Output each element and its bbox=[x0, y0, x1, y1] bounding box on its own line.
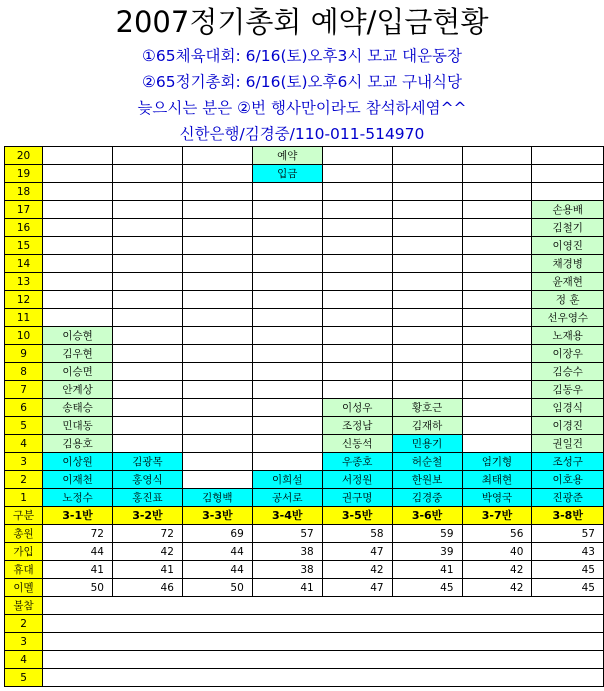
member-cell[interactable] bbox=[392, 165, 462, 183]
member-cell[interactable] bbox=[182, 183, 252, 201]
member-cell[interactable] bbox=[112, 327, 182, 345]
grid-row bbox=[5, 219, 604, 237]
member-cell[interactable] bbox=[462, 309, 532, 327]
member-cell[interactable] bbox=[252, 417, 322, 435]
member-cell[interactable]: 박영국 bbox=[462, 489, 532, 507]
member-cell[interactable] bbox=[462, 399, 532, 417]
member-cell[interactable] bbox=[182, 147, 252, 165]
stats-value: 42 bbox=[462, 579, 532, 597]
stats-value: 40 bbox=[462, 543, 532, 561]
grid-row bbox=[5, 435, 604, 453]
grid-row bbox=[5, 237, 604, 255]
member-cell[interactable] bbox=[322, 165, 392, 183]
member-cell[interactable]: 신동석 bbox=[322, 435, 392, 453]
member-cell[interactable] bbox=[392, 147, 462, 165]
member-cell[interactable] bbox=[252, 381, 322, 399]
member-cell[interactable]: 노재용 bbox=[532, 327, 604, 345]
member-cell[interactable]: 김철기 bbox=[532, 219, 604, 237]
stats-value: 45 bbox=[392, 579, 462, 597]
row-number: 15 bbox=[5, 237, 43, 255]
member-cell[interactable] bbox=[112, 363, 182, 381]
member-cell[interactable]: 민용기 bbox=[392, 435, 462, 453]
member-cell[interactable] bbox=[322, 363, 392, 381]
member-cell[interactable]: 민대동 bbox=[43, 417, 113, 435]
absent-row bbox=[5, 669, 604, 687]
row-number: 6 bbox=[5, 399, 43, 417]
member-cell[interactable]: 조성구 bbox=[532, 453, 604, 471]
stats-value: 39 bbox=[392, 543, 462, 561]
member-cell[interactable]: 김경중 bbox=[392, 489, 462, 507]
member-cell[interactable] bbox=[252, 435, 322, 453]
member-cell[interactable] bbox=[392, 255, 462, 273]
page-title: 2007정기총회 예약/입금현황 bbox=[115, 5, 489, 39]
stats-value: 42 bbox=[112, 543, 182, 561]
member-cell[interactable] bbox=[322, 201, 392, 219]
absent-row bbox=[5, 597, 604, 615]
member-cell[interactable] bbox=[462, 273, 532, 291]
row-number: 16 bbox=[5, 219, 43, 237]
class-header: 3-7반 bbox=[462, 507, 532, 525]
member-cell[interactable]: 우종호 bbox=[322, 453, 392, 471]
grid-row bbox=[5, 327, 604, 345]
grid-row bbox=[5, 255, 604, 273]
member-cell[interactable] bbox=[43, 255, 113, 273]
member-cell[interactable] bbox=[532, 165, 604, 183]
member-cell[interactable] bbox=[462, 147, 532, 165]
row-number: 14 bbox=[5, 255, 43, 273]
member-cell[interactable]: 권일건 bbox=[532, 435, 604, 453]
stats-value: 69 bbox=[182, 525, 252, 543]
member-cell[interactable] bbox=[112, 255, 182, 273]
member-cell[interactable] bbox=[392, 219, 462, 237]
group-header-row bbox=[5, 507, 604, 525]
grid-row bbox=[5, 381, 604, 399]
member-cell[interactable] bbox=[112, 219, 182, 237]
member-cell[interactable] bbox=[112, 381, 182, 399]
member-cell[interactable]: 이영진 bbox=[532, 237, 604, 255]
stats-value: 59 bbox=[392, 525, 462, 543]
stats-value: 50 bbox=[182, 579, 252, 597]
stats-value: 38 bbox=[252, 543, 322, 561]
class-header: 3-6반 bbox=[392, 507, 462, 525]
member-cell[interactable] bbox=[252, 291, 322, 309]
stats-value: 42 bbox=[462, 561, 532, 579]
absent-row bbox=[5, 615, 604, 633]
member-cell[interactable]: 홍진표 bbox=[112, 489, 182, 507]
member-cell[interactable]: 이성우 bbox=[322, 399, 392, 417]
member-cell[interactable] bbox=[43, 291, 113, 309]
stats-row bbox=[5, 579, 604, 597]
absent-label: 2 bbox=[5, 615, 43, 633]
member-cell[interactable]: 정 훈 bbox=[532, 291, 604, 309]
member-cell[interactable] bbox=[182, 291, 252, 309]
member-cell[interactable]: 입금 bbox=[252, 165, 322, 183]
member-cell[interactable] bbox=[462, 201, 532, 219]
member-cell[interactable]: 예약 bbox=[252, 147, 322, 165]
grid-row bbox=[5, 489, 604, 507]
member-cell[interactable] bbox=[462, 435, 532, 453]
absent-entry[interactable] bbox=[43, 615, 604, 633]
stats-value: 47 bbox=[322, 579, 392, 597]
member-cell[interactable] bbox=[43, 147, 113, 165]
member-cell[interactable] bbox=[392, 237, 462, 255]
member-cell[interactable]: 이호용 bbox=[532, 471, 604, 489]
member-cell[interactable] bbox=[252, 255, 322, 273]
row-number: 17 bbox=[5, 201, 43, 219]
member-cell[interactable]: 송태승 bbox=[43, 399, 113, 417]
stats-label: 휴대 bbox=[5, 561, 43, 579]
stats-label: 이멜 bbox=[5, 579, 43, 597]
grid-row bbox=[5, 453, 604, 471]
member-cell[interactable] bbox=[182, 201, 252, 219]
row-number: 7 bbox=[5, 381, 43, 399]
member-cell[interactable] bbox=[462, 165, 532, 183]
member-cell[interactable] bbox=[112, 237, 182, 255]
stats-row bbox=[5, 561, 604, 579]
member-cell[interactable]: 이승현 bbox=[43, 327, 113, 345]
member-cell[interactable] bbox=[462, 345, 532, 363]
grid-row bbox=[5, 309, 604, 327]
stats-value: 44 bbox=[182, 543, 252, 561]
member-cell[interactable] bbox=[392, 183, 462, 201]
member-cell[interactable] bbox=[322, 255, 392, 273]
member-cell[interactable]: 안계상 bbox=[43, 381, 113, 399]
member-cell[interactable] bbox=[462, 291, 532, 309]
member-cell[interactable] bbox=[182, 417, 252, 435]
member-cell[interactable]: 채경병 bbox=[532, 255, 604, 273]
member-cell[interactable] bbox=[392, 381, 462, 399]
stats-row bbox=[5, 525, 604, 543]
member-cell[interactable] bbox=[392, 309, 462, 327]
member-cell[interactable] bbox=[182, 471, 252, 489]
row-number: 19 bbox=[5, 165, 43, 183]
row-number: 13 bbox=[5, 273, 43, 291]
member-cell[interactable] bbox=[182, 399, 252, 417]
member-cell[interactable]: 이희설 bbox=[252, 471, 322, 489]
member-cell[interactable] bbox=[182, 453, 252, 471]
member-cell[interactable]: 김동우 bbox=[532, 381, 604, 399]
row-number: 20 bbox=[5, 147, 43, 165]
member-cell[interactable] bbox=[43, 219, 113, 237]
member-cell[interactable] bbox=[182, 345, 252, 363]
absent-label: 불참 bbox=[5, 597, 43, 615]
class-header: 3-1반 bbox=[43, 507, 113, 525]
stats-value: 45 bbox=[532, 561, 604, 579]
member-cell[interactable]: 이장우 bbox=[532, 345, 604, 363]
member-cell[interactable] bbox=[322, 327, 392, 345]
member-cell[interactable]: 엄기형 bbox=[462, 453, 532, 471]
member-cell[interactable]: 손용배 bbox=[532, 201, 604, 219]
row-number: 2 bbox=[5, 471, 43, 489]
member-cell[interactable] bbox=[252, 273, 322, 291]
member-cell[interactable] bbox=[462, 237, 532, 255]
member-cell[interactable] bbox=[252, 183, 322, 201]
absent-label: 4 bbox=[5, 651, 43, 669]
row-number: 10 bbox=[5, 327, 43, 345]
member-cell[interactable] bbox=[182, 381, 252, 399]
grid-row bbox=[5, 183, 604, 201]
stats-value: 50 bbox=[43, 579, 113, 597]
member-cell[interactable] bbox=[43, 165, 113, 183]
member-cell[interactable] bbox=[112, 345, 182, 363]
member-cell[interactable] bbox=[112, 291, 182, 309]
stats-value: 47 bbox=[322, 543, 392, 561]
row-number: 11 bbox=[5, 309, 43, 327]
row-number: 1 bbox=[5, 489, 43, 507]
member-cell[interactable] bbox=[322, 183, 392, 201]
stats-value: 41 bbox=[392, 561, 462, 579]
stats-value: 44 bbox=[182, 561, 252, 579]
member-cell[interactable] bbox=[462, 327, 532, 345]
member-cell[interactable]: 허순철 bbox=[392, 453, 462, 471]
member-cell[interactable] bbox=[392, 201, 462, 219]
stats-value: 56 bbox=[462, 525, 532, 543]
member-cell[interactable]: 김우현 bbox=[43, 345, 113, 363]
class-header: 3-4반 bbox=[252, 507, 322, 525]
status-table bbox=[4, 146, 604, 687]
stats-value: 46 bbox=[112, 579, 182, 597]
stats-row bbox=[5, 543, 604, 561]
member-cell[interactable] bbox=[43, 273, 113, 291]
member-cell[interactable] bbox=[252, 237, 322, 255]
member-cell[interactable] bbox=[112, 273, 182, 291]
member-cell[interactable] bbox=[112, 399, 182, 417]
stats-value: 43 bbox=[532, 543, 604, 561]
absent-entry[interactable] bbox=[43, 669, 604, 687]
member-cell[interactable] bbox=[392, 291, 462, 309]
member-cell[interactable] bbox=[252, 363, 322, 381]
member-cell[interactable] bbox=[532, 147, 604, 165]
stats-value: 41 bbox=[112, 561, 182, 579]
grid-row bbox=[5, 273, 604, 291]
absent-label: 3 bbox=[5, 633, 43, 651]
member-cell[interactable] bbox=[43, 309, 113, 327]
member-cell[interactable]: 공서로 bbox=[252, 489, 322, 507]
member-cell[interactable]: 서정원 bbox=[322, 471, 392, 489]
member-cell[interactable] bbox=[462, 183, 532, 201]
member-cell[interactable] bbox=[252, 399, 322, 417]
class-header: 3-3반 bbox=[182, 507, 252, 525]
member-cell[interactable] bbox=[252, 345, 322, 363]
member-cell[interactable]: 최태현 bbox=[462, 471, 532, 489]
member-cell[interactable]: 이경진 bbox=[532, 417, 604, 435]
class-header: 3-8반 bbox=[532, 507, 604, 525]
member-cell[interactable] bbox=[182, 165, 252, 183]
class-header: 3-5반 bbox=[322, 507, 392, 525]
stats-value: 44 bbox=[43, 543, 113, 561]
member-cell[interactable] bbox=[462, 381, 532, 399]
stats-value: 41 bbox=[252, 579, 322, 597]
member-cell[interactable] bbox=[182, 273, 252, 291]
member-cell[interactable] bbox=[392, 273, 462, 291]
member-cell[interactable]: 노정수 bbox=[43, 489, 113, 507]
member-cell[interactable]: 한원보 bbox=[392, 471, 462, 489]
member-cell[interactable] bbox=[112, 435, 182, 453]
member-cell[interactable] bbox=[182, 237, 252, 255]
member-cell[interactable] bbox=[182, 219, 252, 237]
absent-entry[interactable] bbox=[43, 651, 604, 669]
member-cell[interactable] bbox=[112, 147, 182, 165]
member-cell[interactable] bbox=[252, 201, 322, 219]
grid-row bbox=[5, 147, 604, 165]
stats-value: 72 bbox=[43, 525, 113, 543]
bank-account-line: 신한은행/김경중/110-011-514970 bbox=[179, 125, 425, 143]
member-cell[interactable] bbox=[112, 417, 182, 435]
member-cell[interactable]: 조정남 bbox=[322, 417, 392, 435]
grid-row bbox=[5, 399, 604, 417]
member-cell[interactable]: 권구명 bbox=[322, 489, 392, 507]
member-cell[interactable] bbox=[182, 363, 252, 381]
member-cell[interactable] bbox=[322, 309, 392, 327]
grid-row bbox=[5, 165, 604, 183]
member-cell[interactable]: 김용호 bbox=[43, 435, 113, 453]
member-cell[interactable]: 진광준 bbox=[532, 489, 604, 507]
stats-value: 42 bbox=[322, 561, 392, 579]
grid-row bbox=[5, 417, 604, 435]
row-number: 3 bbox=[5, 453, 43, 471]
member-cell[interactable] bbox=[392, 345, 462, 363]
grid-row bbox=[5, 201, 604, 219]
grid-row bbox=[5, 471, 604, 489]
member-cell[interactable]: 김광목 bbox=[112, 453, 182, 471]
absent-label: 5 bbox=[5, 669, 43, 687]
grid-row bbox=[5, 291, 604, 309]
stats-label: 가입 bbox=[5, 543, 43, 561]
member-cell[interactable]: 윤재현 bbox=[532, 273, 604, 291]
member-cell[interactable] bbox=[252, 327, 322, 345]
member-cell[interactable] bbox=[182, 435, 252, 453]
group-label: 구분 bbox=[5, 507, 43, 525]
stats-value: 38 bbox=[252, 561, 322, 579]
member-cell[interactable] bbox=[182, 327, 252, 345]
member-cell[interactable] bbox=[392, 327, 462, 345]
member-cell[interactable] bbox=[112, 183, 182, 201]
stats-value: 58 bbox=[322, 525, 392, 543]
member-cell[interactable] bbox=[43, 201, 113, 219]
notice-line: 늦으시는 분은 ②번 행사만이라도 참석하세염^^ bbox=[137, 99, 467, 117]
member-cell[interactable] bbox=[322, 147, 392, 165]
member-cell[interactable]: 임경식 bbox=[532, 399, 604, 417]
row-number: 4 bbox=[5, 435, 43, 453]
absent-entry[interactable] bbox=[43, 597, 604, 615]
member-cell[interactable] bbox=[322, 381, 392, 399]
member-cell[interactable] bbox=[43, 183, 113, 201]
stats-value: 45 bbox=[532, 579, 604, 597]
row-number: 18 bbox=[5, 183, 43, 201]
member-cell[interactable] bbox=[322, 237, 392, 255]
member-cell[interactable]: 이상원 bbox=[43, 453, 113, 471]
member-cell[interactable] bbox=[462, 219, 532, 237]
member-cell[interactable] bbox=[462, 255, 532, 273]
grid-row bbox=[5, 345, 604, 363]
member-cell[interactable]: 선우영수 bbox=[532, 309, 604, 327]
stats-label: 총원 bbox=[5, 525, 43, 543]
absent-entry[interactable] bbox=[43, 633, 604, 651]
member-cell[interactable] bbox=[112, 309, 182, 327]
member-cell[interactable]: 김재하 bbox=[392, 417, 462, 435]
member-cell[interactable]: 황호근 bbox=[392, 399, 462, 417]
event-line-sports-day: ①65체육대회: 6/16(토)오후3시 모교 대운동장 bbox=[141, 47, 462, 65]
row-number: 12 bbox=[5, 291, 43, 309]
member-cell[interactable] bbox=[322, 273, 392, 291]
stats-value: 72 bbox=[112, 525, 182, 543]
member-cell[interactable] bbox=[112, 165, 182, 183]
absent-row bbox=[5, 633, 604, 651]
stats-value: 57 bbox=[252, 525, 322, 543]
member-cell[interactable]: 김형백 bbox=[182, 489, 252, 507]
member-cell[interactable]: 홍영식 bbox=[112, 471, 182, 489]
row-number: 8 bbox=[5, 363, 43, 381]
class-header: 3-2반 bbox=[112, 507, 182, 525]
member-cell[interactable] bbox=[322, 291, 392, 309]
row-number: 5 bbox=[5, 417, 43, 435]
member-cell[interactable]: 이재천 bbox=[43, 471, 113, 489]
member-cell[interactable] bbox=[252, 453, 322, 471]
event-line-general-meeting: ②65정기총회: 6/16(토)오후6시 모교 구내식당 bbox=[141, 73, 462, 91]
member-cell[interactable] bbox=[322, 345, 392, 363]
stats-value: 41 bbox=[43, 561, 113, 579]
member-cell[interactable]: 김승수 bbox=[532, 363, 604, 381]
member-cell[interactable] bbox=[462, 417, 532, 435]
member-cell[interactable] bbox=[252, 219, 322, 237]
member-cell[interactable] bbox=[462, 363, 532, 381]
member-cell[interactable] bbox=[322, 219, 392, 237]
row-number: 9 bbox=[5, 345, 43, 363]
member-cell[interactable] bbox=[182, 309, 252, 327]
member-cell[interactable]: 이승면 bbox=[43, 363, 113, 381]
grid-row bbox=[5, 363, 604, 381]
member-cell[interactable] bbox=[182, 255, 252, 273]
member-cell[interactable] bbox=[532, 183, 604, 201]
stats-value: 57 bbox=[532, 525, 604, 543]
member-cell[interactable] bbox=[112, 201, 182, 219]
member-cell[interactable] bbox=[252, 309, 322, 327]
absent-row bbox=[5, 651, 604, 669]
member-cell[interactable] bbox=[392, 363, 462, 381]
member-cell[interactable] bbox=[43, 237, 113, 255]
